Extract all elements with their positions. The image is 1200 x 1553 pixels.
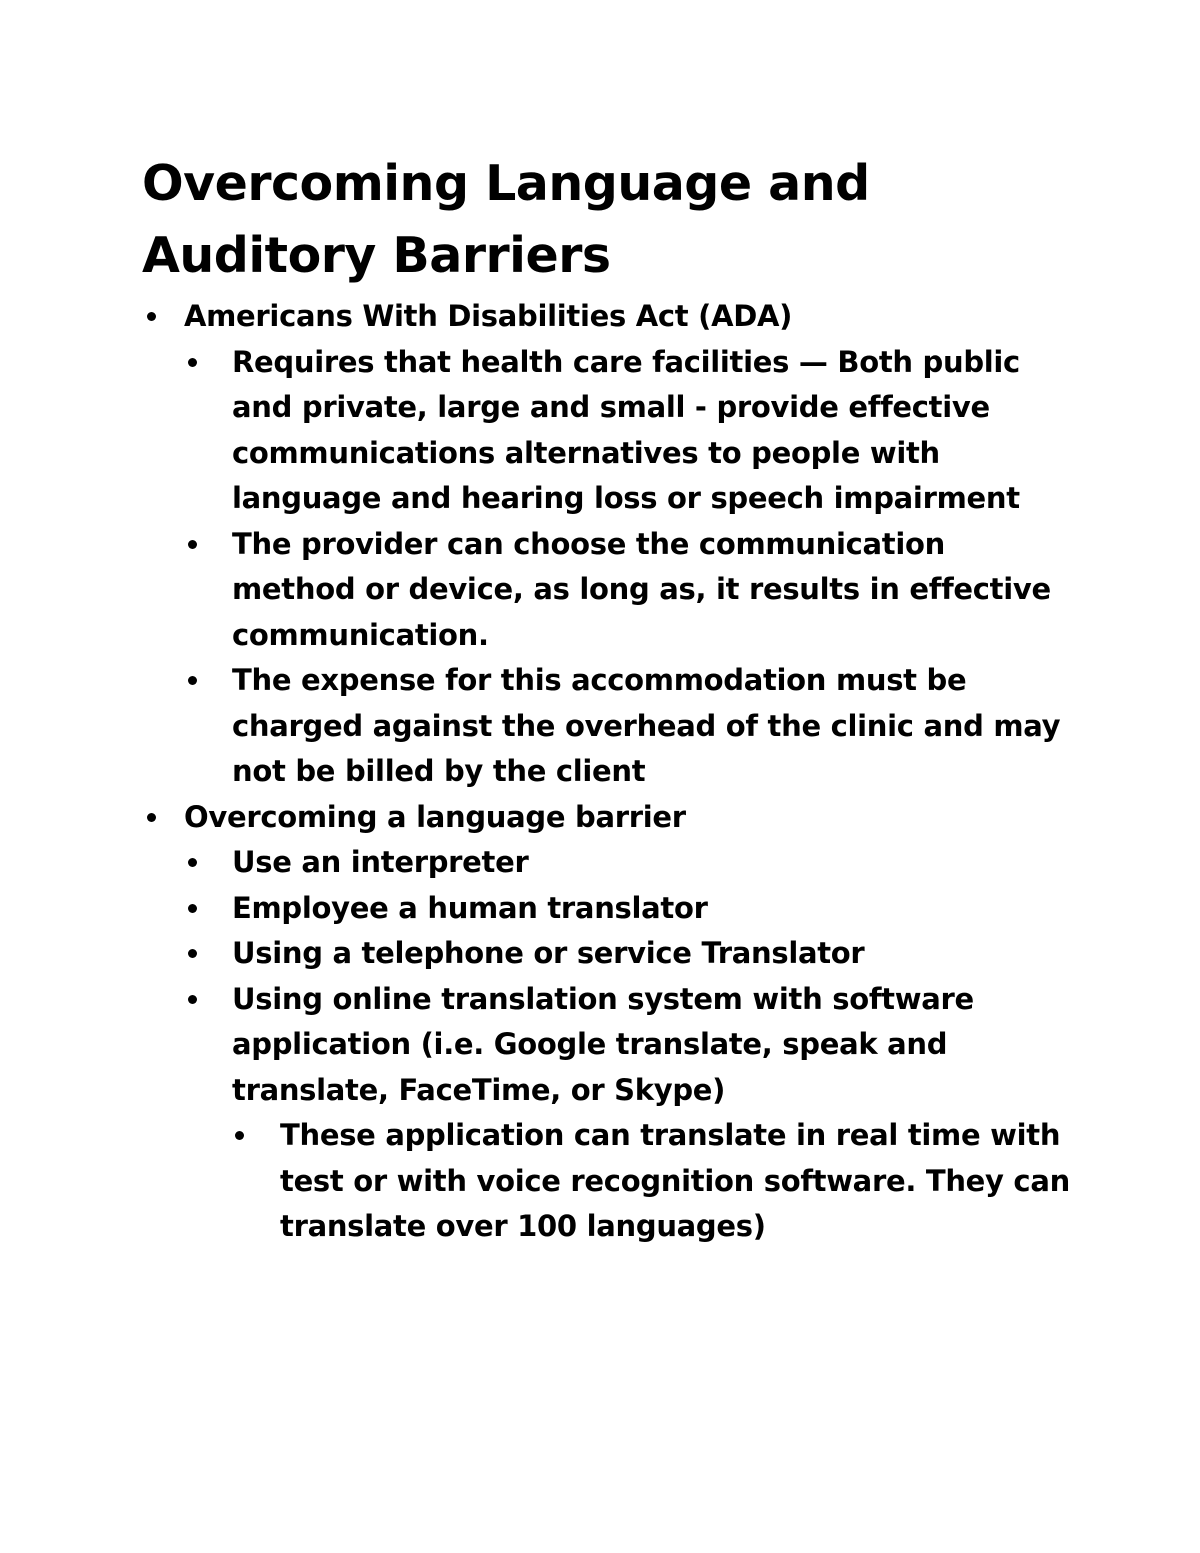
list-item-label: Using online translation system with software application (i.e. Google translate, speak and translate, FaceTime, or Skype) [232,981,974,1107]
list-item: Employee a human translator [136,886,1072,932]
list-item: The provider can choose the communication method or device, as long as, it results in effective communication. [136,522,1072,659]
list-item: Using a telephone or service Translator [136,931,1072,977]
document-page [142,148,1072,1250]
list-item-language-barrier [142,795,1072,1250]
online-translation-sublist [232,1113,1072,1250]
language-barrier-sublist [178,840,1072,1250]
list-item: Requires that health care facilities — Both public and private, large and small - provide effective communications alternatives to people with language and hearing loss or speech impairment [136,340,1072,522]
list-item-label: Americans With Disabilities Act (ADA) [184,299,793,333]
list-item-online-translation [136,977,1072,1250]
list-item: These application can translate in real time with test or with voice recognition software. They can translate over 100 languages) [136,1113,1072,1250]
list-item-ada [142,294,1072,795]
page-title: Overcoming Language and Auditory Barriers [142,155,870,284]
list-item: The expense for this accommodation must be charged against the overhead of the clinic and may not be billed by the client [136,658,1072,795]
list-item-label: Overcoming a language barrier [184,799,686,834]
ada-sublist [178,340,1072,795]
main-bullet-list [142,294,1072,1250]
list-item: Use an interpreter [136,840,1072,886]
